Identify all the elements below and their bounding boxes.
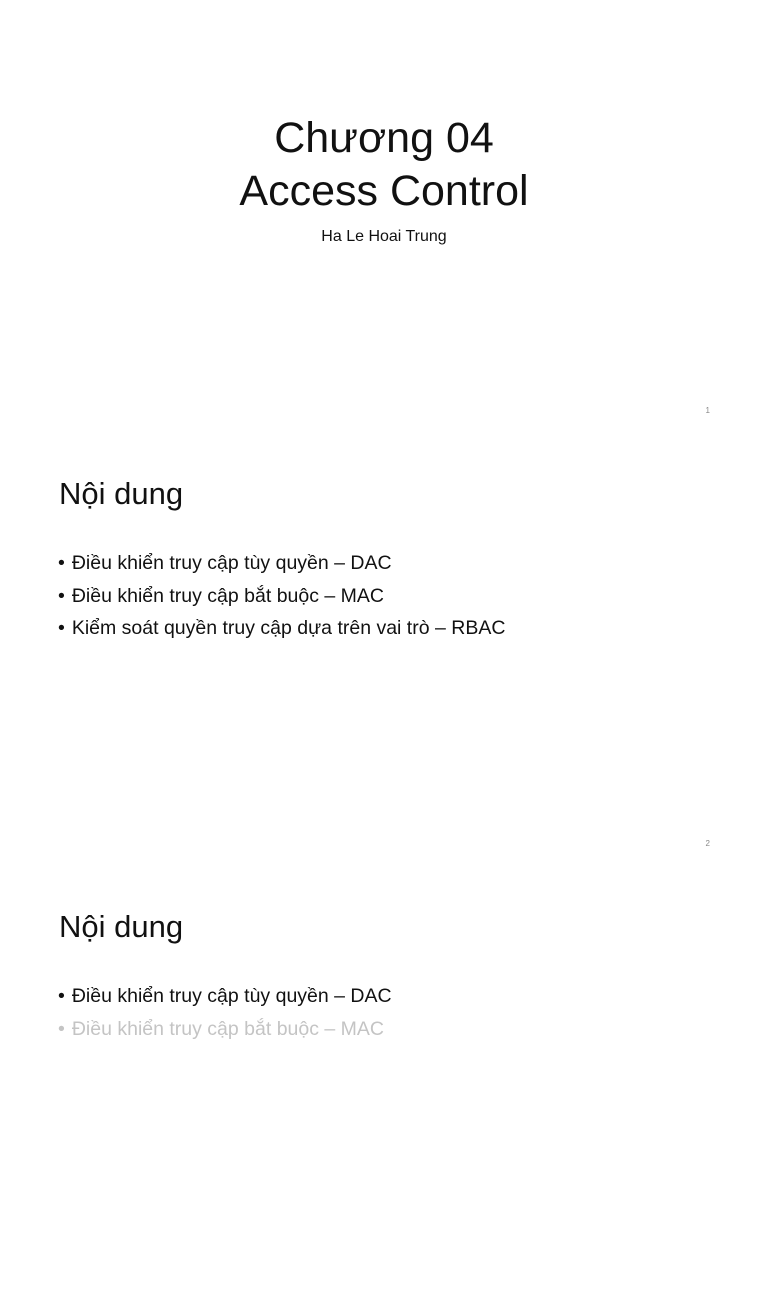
contents-slide-partial [0, 866, 768, 1299]
bullet-item-dac: • Điều khiển truy cập tùy quyền – DAC [58, 547, 505, 580]
bullet-item-mac: • Điều khiển truy cập bắt buộc – MAC [58, 580, 505, 613]
title-line-chapter: Chương 04 [274, 114, 494, 162]
bullet-list [58, 547, 505, 645]
bullet-list [58, 980, 392, 1045]
page-number: 1 [705, 406, 710, 415]
contents-slide [0, 433, 768, 866]
bullet-item-mac-faded: • Điều khiển truy cập bắt buộc – MAC [58, 1013, 392, 1046]
slide-heading: Nội dung [59, 909, 184, 944]
title-line-topic: Access Control [239, 167, 529, 215]
slide-heading: Nội dung [59, 476, 184, 511]
title-slide [0, 0, 768, 433]
bullet-item-dac: • Điều khiển truy cập tùy quyền – DAC [58, 980, 392, 1013]
bullet-item-rbac: • Kiểm soát quyền truy cập dựa trên vai trò – RBAC [58, 612, 505, 645]
author-subtitle: Ha Le Hoai Trung [321, 228, 447, 245]
slide-title [0, 112, 768, 218]
page-number: 2 [705, 839, 710, 848]
